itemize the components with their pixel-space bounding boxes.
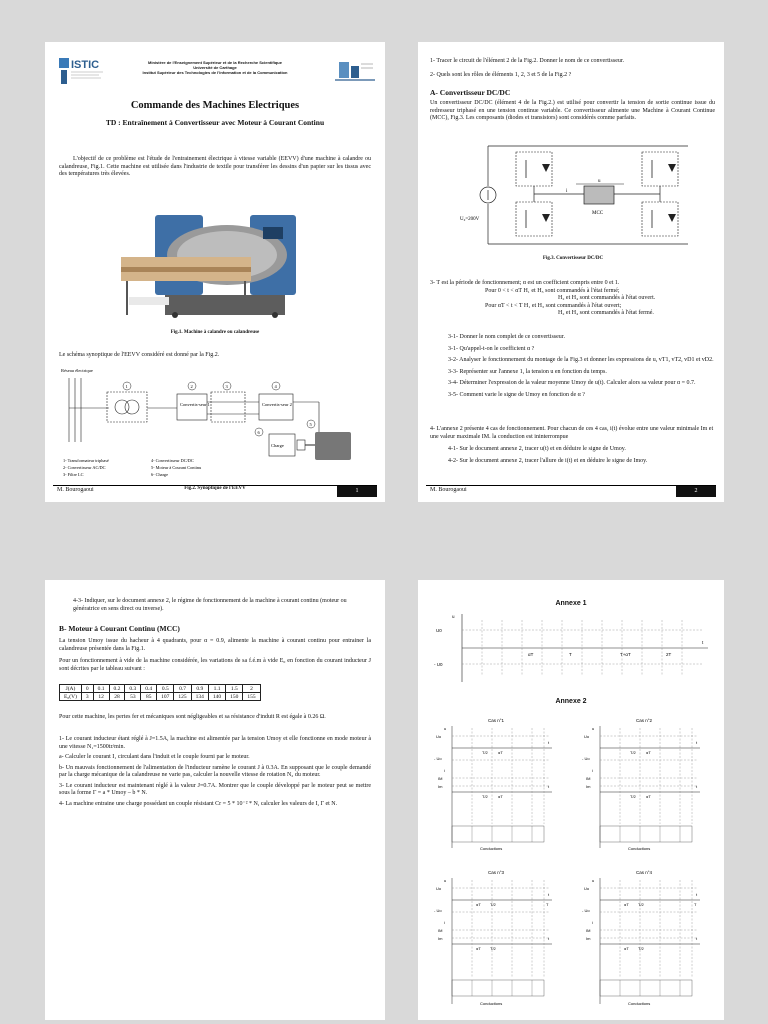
page-title: Commande des Machines Electriques bbox=[130, 100, 300, 111]
mark-label: T/2 bbox=[490, 946, 496, 951]
t-label: t bbox=[696, 892, 698, 897]
document-page-1 bbox=[45, 42, 385, 502]
sub-question: 3-3- Représenter sur l'annexe 1, la tension u en fonction du temps. bbox=[448, 368, 607, 375]
table-cell: 1.1 bbox=[208, 685, 225, 693]
table-cell: 2 bbox=[243, 685, 260, 693]
page-subtitle: TD : Entraînement à Convertisseur avec Moteur à Courant Continu bbox=[105, 118, 325, 127]
uo-label: U₀=200V bbox=[460, 217, 480, 222]
institution-header bbox=[115, 60, 315, 75]
section-b-title: B- Moteur à Courant Continu (MCC) bbox=[59, 624, 180, 633]
case-title: Cas n°2 bbox=[636, 718, 653, 723]
condition-line: H₂ et H₄ sont commandés à l'état fermé. bbox=[558, 310, 654, 316]
synoptic-intro: Le schéma synoptique de l'EEVV considéré est donné par la Fig.2. bbox=[59, 352, 220, 358]
case-title: Cas n°3 bbox=[488, 870, 505, 875]
minus-uo-label: - Uo bbox=[434, 908, 442, 913]
question-2: 2- Quels sont les rôles de éléments 1, 2, 3 et 5 de la Fig.2 ? bbox=[430, 72, 572, 78]
table-cell: 140 bbox=[208, 693, 225, 701]
sub-question: 3-5- Comment varie le signe de Umoy en fonction de α ? bbox=[448, 391, 585, 398]
condition-line: H₂ et H₄ sont commandés à l'état ouvert. bbox=[558, 295, 656, 301]
conductions-label: Conductions bbox=[480, 846, 503, 851]
question-list bbox=[59, 736, 371, 811]
annexe-1-title: Annexe 1 bbox=[555, 600, 587, 607]
t-label: t bbox=[548, 892, 550, 897]
t-label: t bbox=[696, 784, 698, 789]
mark-label: T/2 bbox=[638, 902, 644, 907]
annexe-2-title: Annexe 2 bbox=[555, 698, 587, 705]
tick-t-plus-alpha-t: T+αT bbox=[620, 652, 631, 657]
question-item: b- Un mauvais fonctionnement de l'alimentation de l'inducteur ramène le courant J à 0.3A. En supposant que le couple demandé par la charge mécanique de la calandreuse ne varie pas, calculer la nouvelle vitesse de rotation N₂ du moteur. bbox=[59, 764, 371, 778]
legend-item: 3- Filtre LC bbox=[63, 472, 84, 477]
charge-label: Charge bbox=[271, 443, 284, 448]
reseau-label: Réseau électrique bbox=[61, 368, 93, 373]
condition-line: Pour αT < t < T H₁ et H₃ sont commandés à l'état ouvert; bbox=[485, 302, 622, 309]
table-cell: 0.2 bbox=[109, 685, 125, 693]
u-label: u bbox=[598, 179, 601, 184]
number-label: 6 bbox=[257, 430, 260, 435]
u-label: u bbox=[444, 878, 447, 883]
table-cell: 155 bbox=[243, 693, 260, 701]
section-b-paragraph-2: Pour un fonctionnement à vide de la machine considérée, les variations de sa f.é.m à vide E₀ en fonction du courant inducteur J sont décrites par le tableau suivant : bbox=[59, 658, 371, 672]
number-label: 5 bbox=[309, 422, 312, 427]
u-label: u bbox=[592, 726, 595, 731]
fig3-caption: Fig.3. Convertisseur DC/DC bbox=[542, 256, 604, 261]
table-row-label: E₀(V) bbox=[60, 693, 82, 701]
question-3-block bbox=[430, 280, 715, 318]
number-label: 1 bbox=[125, 384, 128, 389]
section-b-paragraph-3: Pour cette machine, les pertes fer et mécaniques sont négligeables et sa résistance d'induit R est égale à 0.26 Ω. bbox=[59, 714, 326, 720]
number-label: 2 bbox=[190, 384, 193, 389]
table-row-label: J(A) bbox=[60, 685, 82, 693]
question-4-1: 4-1- Sur le document annexe 2, tracer u(t) et en déduire le signe de Umoy. bbox=[448, 446, 626, 452]
question-item: 4- La machine entraine une charge possédant un couple résistant Cr = 5 * 10⁻² * N, calculer les valeurs de I, Γ et N. bbox=[59, 800, 338, 807]
mark-label: αT bbox=[624, 902, 629, 907]
conductions-label: Conductions bbox=[480, 1001, 503, 1006]
mark-label: αT bbox=[476, 946, 481, 951]
document-page-3 bbox=[45, 580, 385, 1020]
mark-label: αT bbox=[498, 750, 503, 755]
annexe-1-svg bbox=[432, 610, 712, 686]
calandreuse-machine-image bbox=[115, 207, 305, 322]
istic-logo-icon bbox=[59, 56, 105, 86]
im-min-label: Im bbox=[586, 784, 591, 789]
mark-label: αT bbox=[624, 946, 629, 951]
sub-question: 3-2- Analyser le fonctionnement du montage de la Fig.3 et donner les expressions de u, vT1, vT2, vD1 et vD2. bbox=[448, 357, 714, 363]
table-cell: 134 bbox=[191, 693, 208, 701]
university-logo-icon bbox=[335, 58, 375, 84]
number-label: 3 bbox=[225, 384, 228, 389]
document-page-4 bbox=[418, 580, 724, 1020]
case-2-chart bbox=[580, 714, 710, 854]
question-item: a- Calculer le courant I₁ circulant dans l'induit et le couple fourni par le moteur. bbox=[59, 754, 250, 760]
table-cell: 28 bbox=[109, 693, 125, 701]
u-label: u bbox=[592, 878, 595, 883]
question-item: 1- Le courant inducteur étant réglé à J=1.5A, la machine est alimentée par la tension Umoy et elle fonctionne en mode moteur à une vitesse N₁=1500tr/min. bbox=[59, 736, 371, 750]
legend-item: 2- Convertisseur AC/DC bbox=[63, 465, 106, 470]
table-cell: 0.7 bbox=[174, 685, 191, 693]
synoptic-diagram-svg bbox=[59, 364, 359, 484]
mcc-label: MCC bbox=[592, 211, 604, 216]
question-4-3: 4-3- Indiquer, sur le document annexe 2, le régime de fonctionnement de la machine à courant continu (moteur ou génératrice en sens direct ou inverse). bbox=[73, 598, 347, 612]
annexe-1-chart bbox=[432, 610, 712, 686]
table-cell: 107 bbox=[157, 693, 174, 701]
case-4-svg bbox=[580, 866, 710, 1010]
mark-label: αT bbox=[646, 794, 651, 799]
sub-questions bbox=[448, 334, 714, 403]
logo-text: ISTIC bbox=[71, 59, 100, 71]
table-cell: 150 bbox=[226, 693, 243, 701]
tick-2t: 2T bbox=[666, 652, 672, 657]
mark-label: T/2 bbox=[482, 794, 488, 799]
table-cell: 0.9 bbox=[191, 685, 208, 693]
question-1: 1- Tracer le circuit de l'élément 2 de la Fig.2. Donner le nom de ce convertisseur. bbox=[430, 58, 625, 64]
footer-author: M. Bourogaoui bbox=[430, 487, 467, 493]
legend-item: 1- Transformateur triphasé bbox=[63, 458, 109, 463]
document-page-2 bbox=[418, 42, 724, 502]
table-cell: 1.5 bbox=[226, 685, 243, 693]
mark-label: T/2 bbox=[482, 750, 488, 755]
t-label: t bbox=[696, 740, 698, 745]
case-2-svg bbox=[580, 714, 710, 854]
uo-label: Uo bbox=[436, 886, 442, 891]
page-footer bbox=[53, 485, 377, 498]
university-logo bbox=[335, 58, 375, 84]
machine-illustration-icon bbox=[115, 207, 305, 322]
section-a-paragraph: Un convertisseur DC/DC (élément 4 de la Fig.2.) est utilisé pour convertir la tension de sortie continue issue du redresseur triphasé en une tension continue variable. Ce convertisseur alimente une Machine à Courant Continue (MCC), Fig.3. Les composants (diodes et transistors) sont considérés comme parfaits. bbox=[430, 100, 715, 121]
table-cell: 125 bbox=[174, 693, 191, 701]
header-line: Université de Carthage bbox=[193, 65, 237, 70]
i-label: i bbox=[444, 768, 445, 773]
case-title: Cas n°4 bbox=[636, 870, 653, 875]
u-axis-label: u bbox=[452, 614, 455, 619]
sub-question: 3-1- Qu'appel-t-on le coefficient α ? bbox=[448, 345, 535, 352]
header-line: Ministère de l'Enseignement Supérieur et de la Recherche Scientifique bbox=[148, 60, 282, 65]
case-3-chart bbox=[432, 866, 562, 1010]
i-label: i bbox=[566, 189, 568, 194]
header-line: Institut Supérieur des Technologies de l'Information et de la Communication bbox=[142, 70, 288, 75]
i-label: i bbox=[592, 920, 593, 925]
minus-uo-label: - Uo bbox=[582, 756, 590, 761]
case-1-svg bbox=[432, 714, 562, 854]
minus-u0-label: - U0 bbox=[434, 662, 443, 667]
case-title: Cas n°1 bbox=[488, 718, 505, 723]
i-label: i bbox=[444, 920, 445, 925]
mark-label: T/2 bbox=[630, 794, 636, 799]
im-max-label: IM bbox=[586, 928, 591, 933]
table-cell: 53 bbox=[125, 693, 141, 701]
table-cell: 3 bbox=[81, 693, 93, 701]
condition-line: Pour 0 < t < αT H₁ et H₃ sont commandés à l'état fermé; bbox=[485, 287, 620, 294]
legend-item: 5- Moteur à Courant Continu bbox=[151, 465, 202, 470]
t-label: t bbox=[696, 936, 698, 941]
i-label: i bbox=[592, 768, 593, 773]
intro-paragraph: L'objectif de ce problème est l'étude de l'entrainement électrique à vitesse variable (EEVV) d'une machine à calandre ou calandreuse, Fig.1. Cette machine est utilisée dans l'industrie de textile pour transférer les dessins d'un papier sur les tissus avec des températures très élevées. bbox=[59, 156, 371, 177]
tick-alpha-t: αT bbox=[528, 652, 534, 657]
table-cell: 0 bbox=[81, 685, 93, 693]
table-cell: 85 bbox=[141, 693, 157, 701]
block2-label: Convertis-seur 2 bbox=[262, 402, 292, 407]
table-row bbox=[60, 693, 261, 701]
hacheur-circuit-svg bbox=[458, 140, 708, 250]
fig3-circuit-diagram bbox=[458, 140, 708, 250]
sub-question: 3-4- Déterminer l'expression de la valeur moyenne Umoy de u(t). Calculer alors sa valeur pour α = 0.7. bbox=[448, 380, 696, 386]
case-4-chart bbox=[580, 866, 710, 1010]
t-label: t bbox=[548, 784, 550, 789]
uo-label: Uo bbox=[584, 734, 590, 739]
footer-author: M. Bourogaoui bbox=[57, 487, 94, 493]
im-max-label: IM bbox=[438, 928, 443, 933]
number-label: 4 bbox=[274, 384, 277, 389]
minus-uo-label: - Uo bbox=[434, 756, 442, 761]
im-max-label: IM bbox=[586, 776, 591, 781]
case-1-chart bbox=[432, 714, 562, 854]
t-label: t bbox=[548, 936, 550, 941]
mark-label: T/2 bbox=[490, 902, 496, 907]
table-cell: 12 bbox=[93, 693, 109, 701]
im-min-label: Im bbox=[438, 936, 443, 941]
table-cell: 0.1 bbox=[93, 685, 109, 693]
mark-label: T/2 bbox=[638, 946, 644, 951]
page-number: 1 bbox=[337, 486, 377, 497]
mark-label: αT bbox=[646, 750, 651, 755]
uo-label: Uo bbox=[436, 734, 442, 739]
emf-table bbox=[59, 684, 261, 701]
conductions-label: Conductions bbox=[628, 1001, 651, 1006]
conductions-label: Conductions bbox=[628, 846, 651, 851]
page-number: 2 bbox=[676, 486, 716, 497]
istic-logo bbox=[59, 56, 105, 86]
t-axis-label: t bbox=[702, 640, 704, 645]
table-cell: 0.3 bbox=[125, 685, 141, 693]
block1-label: Convertis-seur 1 bbox=[180, 402, 210, 407]
minus-uo-label: - Uo bbox=[582, 908, 590, 913]
im-max-label: IM bbox=[438, 776, 443, 781]
question-item: 3- Le courant inducteur est maintenant réglé à la valeur J=0.7A. Montrer que le couple développé par le moteur peut se mettre sous la forme Γ = a * Umoy – b * N. bbox=[59, 782, 371, 796]
table-row bbox=[60, 685, 261, 693]
case-3-svg bbox=[432, 866, 562, 1010]
question-4: 4- L'annexe 2 présente 4 cas de fonctionnement. Pour chacun de ces 4 cas, i(t) évolue entre une valeur minimale Im et une valeur maximale IM. la conduction est ininterrompue bbox=[430, 426, 714, 440]
u-label: u bbox=[444, 726, 447, 731]
question-4-2: 4-2- Sur le document annexe 2, tracer l'allure de i(t) et en déduire le signe de Imoy. bbox=[448, 458, 648, 464]
period-label: T bbox=[694, 902, 697, 907]
mark-label: T/2 bbox=[630, 750, 636, 755]
period-label: T bbox=[546, 902, 549, 907]
legend-item: 4- Convertisseur DC/DC bbox=[151, 458, 194, 463]
im-min-label: Im bbox=[586, 936, 591, 941]
legend-item: 6- Charge bbox=[151, 472, 168, 477]
question-3: 3- T est la période de fonctionnement; α est un coefficient compris entre 0 et 1. bbox=[430, 280, 620, 286]
mark-label: αT bbox=[476, 902, 481, 907]
section-b-paragraph-1: La tension Umoy issue du hacheur à 4 quadrants, pour α = 0.9, alimente la machine à courant continu pour entrainer la calandreuse présentée dans la Fig.1. bbox=[59, 638, 371, 652]
page-footer bbox=[426, 485, 716, 498]
tick-t: T bbox=[569, 652, 572, 657]
uo-label: Uo bbox=[584, 886, 590, 891]
u0-label: U0 bbox=[436, 628, 442, 633]
sub-question: 3-1- Donner le nom complet de ce convertisseur. bbox=[448, 334, 565, 340]
section-a-title: A- Convertisseur DC/DC bbox=[430, 88, 511, 97]
fig2-caption: Fig.2. Synoptique de l'EEVV bbox=[184, 486, 246, 491]
fig1-caption: Fig.1. Machine à calandre ou calandreuse bbox=[170, 330, 260, 335]
im-min-label: Im bbox=[438, 784, 443, 789]
t-label: t bbox=[548, 740, 550, 745]
table-cell: 0.4 bbox=[141, 685, 157, 693]
table-cell: 0.5 bbox=[157, 685, 174, 693]
fig2-synoptic-diagram bbox=[59, 364, 359, 484]
mark-label: αT bbox=[498, 794, 503, 799]
